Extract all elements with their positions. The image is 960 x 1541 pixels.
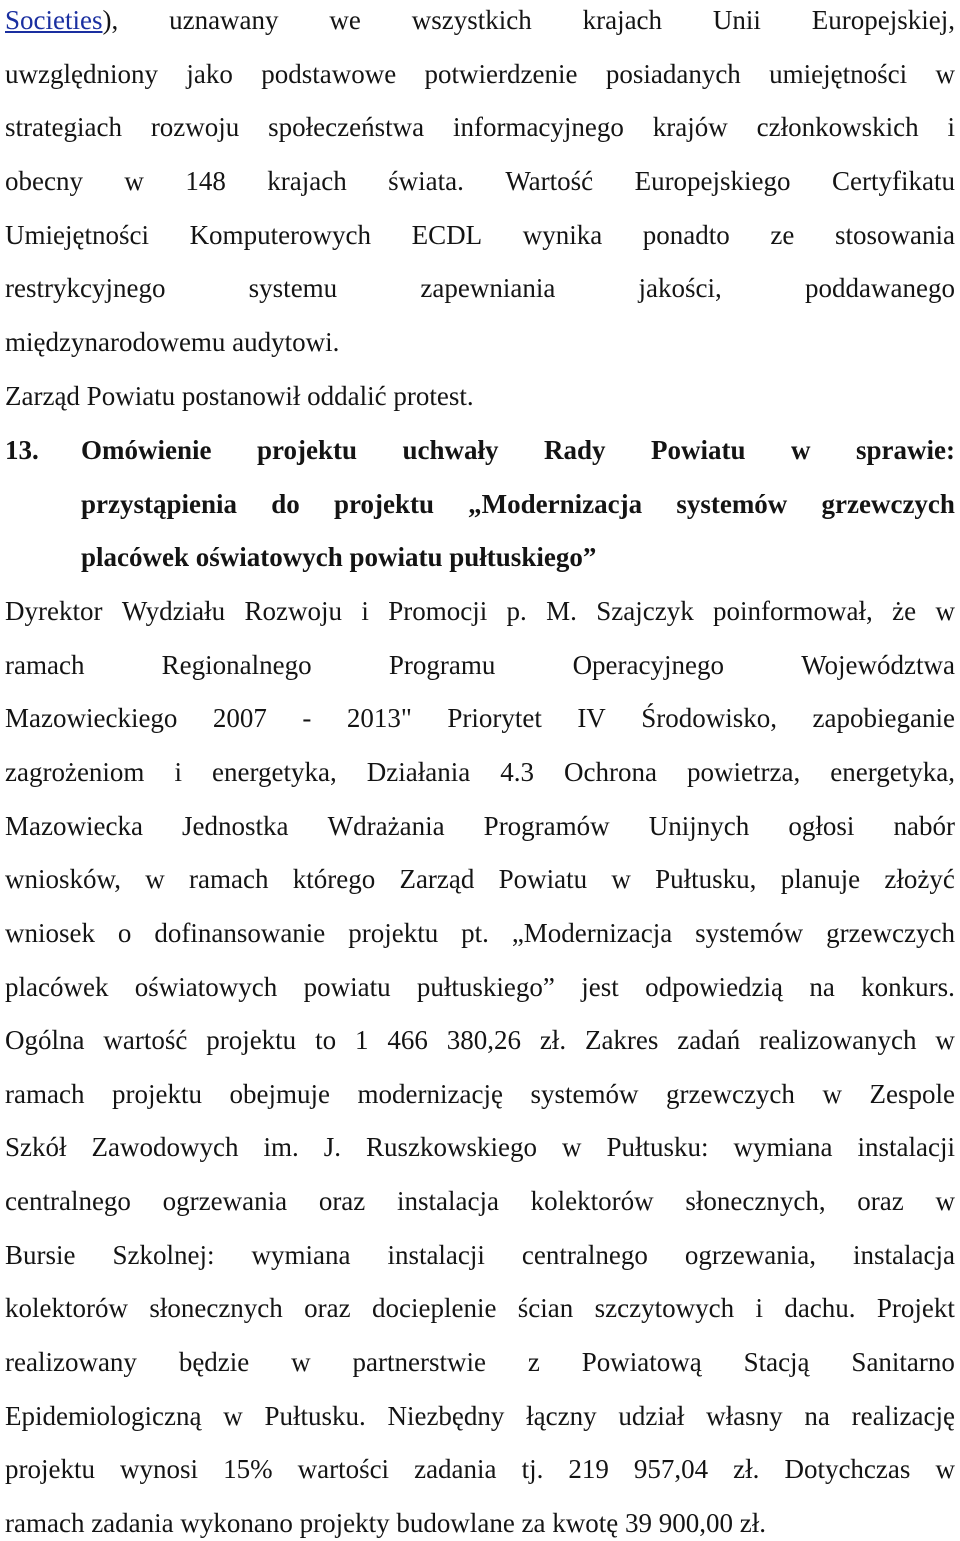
text-line: Mazowieckiego 2007 - 2013" Priorytet IV Środowisko, zapobieganie — [5, 703, 955, 733]
text-line: Mazowiecka Jednostka Wdrażania Programów Unijnych ogłosi nabór — [5, 811, 955, 841]
societies-link[interactable]: Societies — [5, 5, 103, 35]
text-line: zagrożeniom i energetyka, Działania 4.3 Ochrona powietrza, energetyka, — [5, 757, 955, 787]
text-line: ramach Regionalnego Programu Operacyjnego Województwa — [5, 650, 955, 680]
text-line: Umiejętności Komputerowych ECDL wynika ponadto ze stosowania — [5, 220, 955, 250]
decision-text: Zarząd Powiatu postanowił oddalić protest. — [5, 381, 474, 411]
text-line: Societies), uznawany we wszystkich krajach Unii Europejskiej, — [5, 5, 955, 35]
text-line: uwzględniony jako podstawowe potwierdzenie posiadanych umiejętności w — [5, 59, 955, 89]
section-heading-line: placówek oświatowych powiatu pułtuskiego” — [81, 542, 597, 572]
text-line: projektu wynosi 15% wartości zadania tj. 219 957,04 zł. Dotychczas w — [5, 1454, 955, 1484]
text-line: Ogólna wartość projektu to 1 466 380,26 zł. Zakres zadań realizowanych w — [5, 1025, 955, 1055]
text-line: placówek oświatowych powiatu pułtuskiego” jest odpowiedzią na konkurs. — [5, 972, 955, 1002]
text-line: wniosków, w ramach którego Zarząd Powiatu w Pułtusku, planuje złożyć — [5, 864, 955, 894]
text-line: ramach projektu obejmuje modernizację systemów grzewczych w Zespole — [5, 1079, 955, 1109]
text-line: ramach zadania wykonano projekty budowlane za kwotę 39 900,00 zł. — [5, 1508, 766, 1538]
text-line: Epidemiologiczną w Pułtusku. Niezbędny łączny udział własny na realizację — [5, 1401, 955, 1431]
text-line: kolektorów słonecznych oraz docieplenie ścian szczytowych i dachu. Projekt — [5, 1293, 955, 1323]
text-line: strategiach rozwoju społeczeństwa informacyjnego krajów członkowskich i — [5, 112, 955, 142]
text-line: Szkół Zawodowych im. J. Ruszkowskiego w Pułtusku: wymiana instalacji — [5, 1132, 955, 1162]
text-line: Bursie Szkolnej: wymiana instalacji centralnego ogrzewania, instalacja — [5, 1240, 955, 1270]
text-line: wniosek o dofinansowanie projektu pt. „Modernizacja systemów grzewczych — [5, 918, 955, 948]
section-heading-line: Omówienie projektu uchwały Rady Powiatu w sprawie: — [81, 435, 955, 465]
text-line: centralnego ogrzewania oraz instalacja kolektorów słonecznych, oraz w — [5, 1186, 955, 1216]
text-line: międzynarodowemu audytowi. — [5, 327, 340, 357]
section-number: 13. — [5, 435, 39, 465]
section-heading-line: przystąpienia do projektu „Modernizacja systemów grzewczych — [81, 489, 955, 519]
text-line: realizowany będzie w partnerstwie z Powiatową Stacją Sanitarno — [5, 1347, 955, 1377]
text-line: restrykcyjnego systemu zapewniania jakości, poddawanego — [5, 273, 955, 303]
text-line: Dyrektor Wydziału Rozwoju i Promocji p. M. Szajczyk poinformował, że w — [5, 596, 955, 626]
text-line: obecny w 148 krajach świata. Wartość Europejskiego Certyfikatu — [5, 166, 955, 196]
